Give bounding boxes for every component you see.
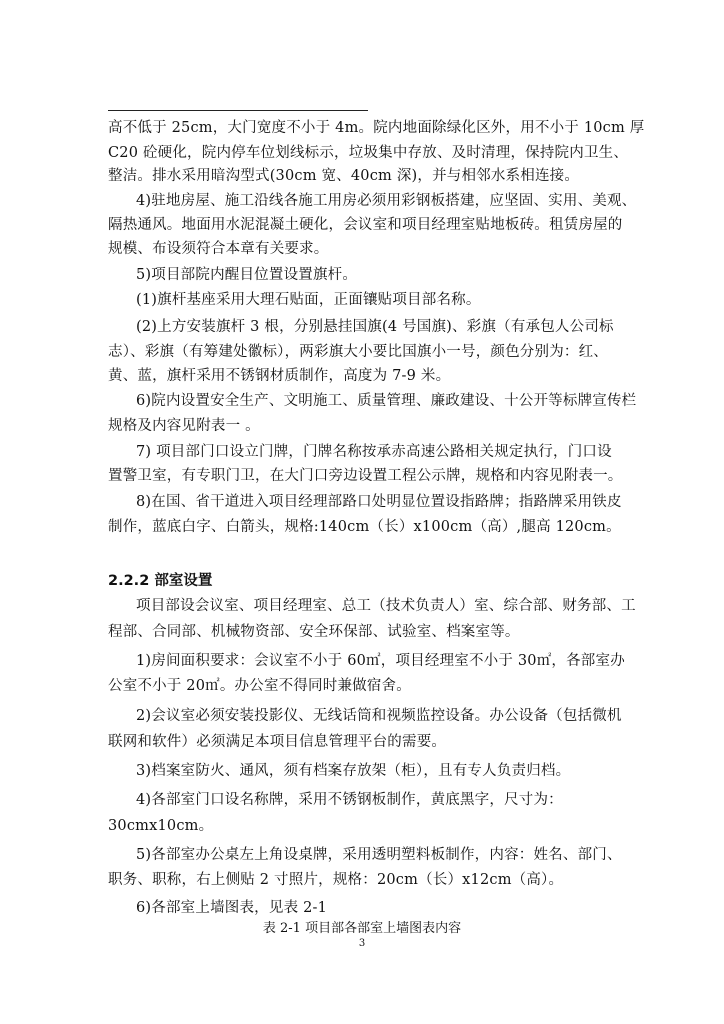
paragraph-line: 职务、职称，右上侧贴 2 寸照片，规格：20cm（长）x12cm（高）。 xyxy=(108,872,564,888)
paragraph-line: 程部、合同部、机械物资部、安全环保部、试验室、档案室等。 xyxy=(108,624,520,640)
table-caption: 表 2-1 项目部各部室上墙图表内容 xyxy=(262,921,462,936)
paragraph-line: 高不低于 25cm，大门宽度不小于 4m。院内地面除绿化区外，用不小于 10cm 厚 xyxy=(108,120,645,136)
paragraph-line: (2)上方安装旗杆 3 根，分别悬挂国旗(4 号国旗)、彩旗（有承包人公司标 xyxy=(136,319,614,335)
paragraph-line: 6)院内设置安全生产、文明施工、质量管理、廉政建设、十公开等标牌宣传栏 xyxy=(136,393,637,409)
paragraph-line: 2)会议室必须安装投影仪、无线话筒和视频监控设备。办公设备（包括微机 xyxy=(136,708,622,724)
paragraph-line: C20 砼硬化，院内停车位划线标示，垃圾集中存放、及时清理，保持院内卫生、 xyxy=(108,145,629,161)
paragraph-line: 公室不小于 20㎡。办公室不得同时兼做宿舍。 xyxy=(108,678,411,694)
paragraph-line: 4)驻地房屋、施工沿线各施工用房必须用彩钢板搭建，应坚固、实用、美观、 xyxy=(136,193,637,209)
paragraph-line: 志）、彩旗（有筹建处徽标），两彩旗大小要比国旗小一号，颜色分别为：红、 xyxy=(108,344,608,360)
paragraph-line: 隔热通风。地面用水泥混凝土硬化，会议室和项目经理室贴地板砖。租赁房屋的 xyxy=(108,217,623,233)
paragraph-line: (1)旗杆基座采用大理石贴面，正面镶贴项目部名称。 xyxy=(136,292,481,308)
paragraph-line: 规模、布设须符合本章有关要求。 xyxy=(108,241,329,257)
paragraph-line: 1)房间面积要求：会议室不小于 60㎡，项目经理室不小于 30㎡，各部室办 xyxy=(136,653,625,669)
header-rule xyxy=(108,110,368,111)
paragraph-line: 置警卫室，有专职门卫，在大门口旁边设置工程公示牌，规格和内容见附表一。 xyxy=(108,468,623,484)
paragraph-line: 黄、蓝，旗杆采用不锈钢材质制作，高度为 7-9 米。 xyxy=(108,368,451,384)
paragraph-line: 制作，蓝底白字、白箭头，规格:140cm（长）x100cm（高）,腿高 120cm。 xyxy=(108,519,621,535)
paragraph-line: 3)档案室防火、通风，须有档案存放架（柜），且有专人负责归档。 xyxy=(136,763,571,779)
paragraph-line: 7) 项目部门口设立门牌，门牌名称按承赤高速公路相关规定执行，门口设 xyxy=(136,444,612,460)
paragraph-line: 整洁。排水采用暗沟型式(30cm 宽、40cm 深)，并与相邻水系相连接。 xyxy=(108,168,580,184)
page-number: 3 xyxy=(358,938,366,949)
paragraph-line: 6)各部室上墙图表，见表 2-1 xyxy=(136,900,328,916)
paragraph-line: 4)各部室门口设名称牌，采用不锈钢板制作，黄底黑字，尺寸为： xyxy=(136,792,563,808)
paragraph-line: 8)在国、省干道进入项目经理部路口处明显位置设指路牌；指路牌采用铁皮 xyxy=(136,494,622,510)
paragraph-line: 5)各部室办公桌左上角设桌牌，采用透明塑料板制作，内容：姓名、部门、 xyxy=(136,847,622,863)
paragraph-line: 30cmx10cm。 xyxy=(108,818,214,834)
paragraph-line: 5)项目部院内醒目位置设置旗杆。 xyxy=(136,267,358,283)
paragraph-line: 规格及内容见附表一 。 xyxy=(108,418,260,434)
section-heading: 2.2.2 部室设置 xyxy=(108,573,213,589)
paragraph-line: 项目部设会议室、项目经理室、总工（技术负责人）室、综合部、财务部、工 xyxy=(136,598,636,614)
paragraph-line: 联网和软件）必须满足本项目信息管理平台的需要。 xyxy=(108,734,447,750)
